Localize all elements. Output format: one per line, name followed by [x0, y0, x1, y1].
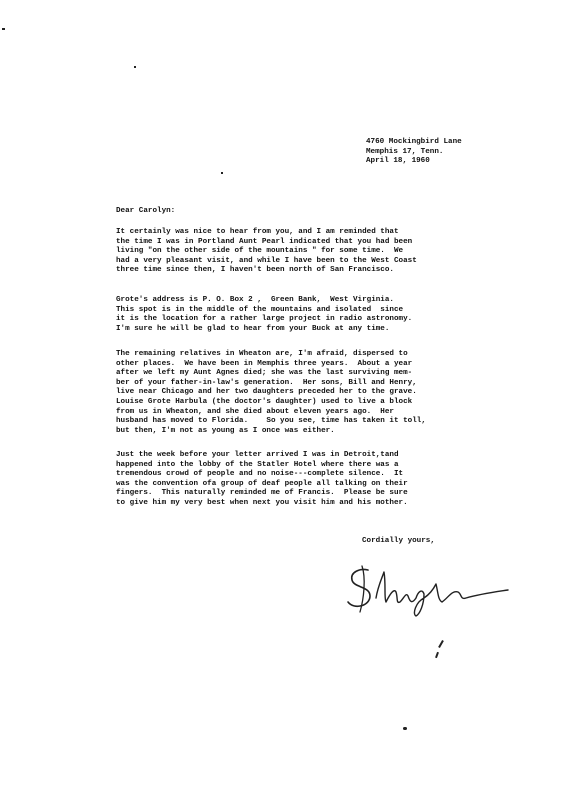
- paragraph-line: Louise Grote Harbula (the doctor's daughter) used to live a block: [116, 397, 413, 406]
- paragraph-line: to give him my very best when next you visit him and his mother.: [116, 498, 408, 507]
- paragraph-line: fingers. This naturally reminded me of Francis. Please be sure: [116, 489, 408, 498]
- letter-date: April 18, 1960: [366, 157, 430, 166]
- paragraph-line: was the convention ofa group of deaf people all talking on their: [116, 479, 408, 488]
- paragraph-line: it is the location for a rather large project in radio astronomy.: [116, 315, 413, 324]
- handwritten-signature: [340, 558, 510, 618]
- paragraph-line: live near Chicago and her two daughters preceded her to the grave.: [116, 388, 417, 397]
- paragraph-line: ber of your father-in-law's generation. Her sons, Bill and Henry,: [116, 378, 417, 387]
- paragraph-line: the time I was in Portland Aunt Pearl indicated that you had been: [116, 237, 413, 246]
- paragraph-line: tremendous crowd of people and no noise---complete silence. It: [116, 470, 404, 479]
- closing: Cordially yours,: [362, 537, 435, 545]
- paragraph-line: from us in Wheaton, and she died about eleven years ago. Her: [116, 407, 394, 416]
- sender-address: [366, 138, 462, 167]
- paragraph-line: I'm sure he will be glad to hear from your Buck at any time.: [116, 324, 390, 333]
- paragraph-line: had a very pleasant visit, and while I have been to the West Coast: [116, 256, 417, 265]
- paragraph-3: [116, 350, 496, 436]
- stray-mark: [221, 172, 223, 174]
- address-street: 4760 Mockingbird Lane: [366, 138, 462, 146]
- paragraph-line: The remaining relatives in Wheaton are, I'm afraid, dispersed to: [116, 350, 408, 358]
- salutation: Dear Carolyn:: [116, 207, 176, 215]
- stray-mark: [403, 727, 407, 730]
- paragraph-1: [116, 228, 496, 276]
- paragraph-4: [116, 451, 496, 509]
- paragraph-line: This spot is in the middle of the mountains and isolated since: [116, 305, 404, 314]
- paragraph-line: It certainly was nice to hear from you, and I am reminded that: [116, 228, 399, 236]
- stray-mark: [134, 66, 136, 68]
- paragraph-line: happened into the lobby of the Statler Hotel where there was a: [116, 460, 399, 469]
- paragraph-line: after we left my Aunt Agnes died; she was the last surviving mem-: [116, 369, 413, 378]
- paragraph-line: Just the week before your letter arrived I was in Detroit,tand: [116, 451, 399, 459]
- stray-mark: [435, 652, 439, 658]
- stray-mark: [438, 640, 444, 648]
- stray-mark: [2, 28, 5, 30]
- paragraph-line: other places. We have been in Memphis three years. About a year: [116, 359, 413, 368]
- address-city: Memphis 17, Tenn.: [366, 147, 444, 156]
- paragraph-line: Grote's address is P. O. Box 2 , Green Bank, West Virginia.: [116, 296, 394, 304]
- paragraph-2: [116, 296, 496, 334]
- paragraph-line: living "on the other side of the mountains " for some time. We: [116, 247, 404, 256]
- paragraph-line: but then, I'm not as young as I once was either.: [116, 426, 335, 435]
- paragraph-line: husband has moved to Florida. So you see, time has taken it toll,: [116, 417, 426, 426]
- paragraph-line: three time since then, I haven't been north of San Francisco.: [116, 266, 394, 275]
